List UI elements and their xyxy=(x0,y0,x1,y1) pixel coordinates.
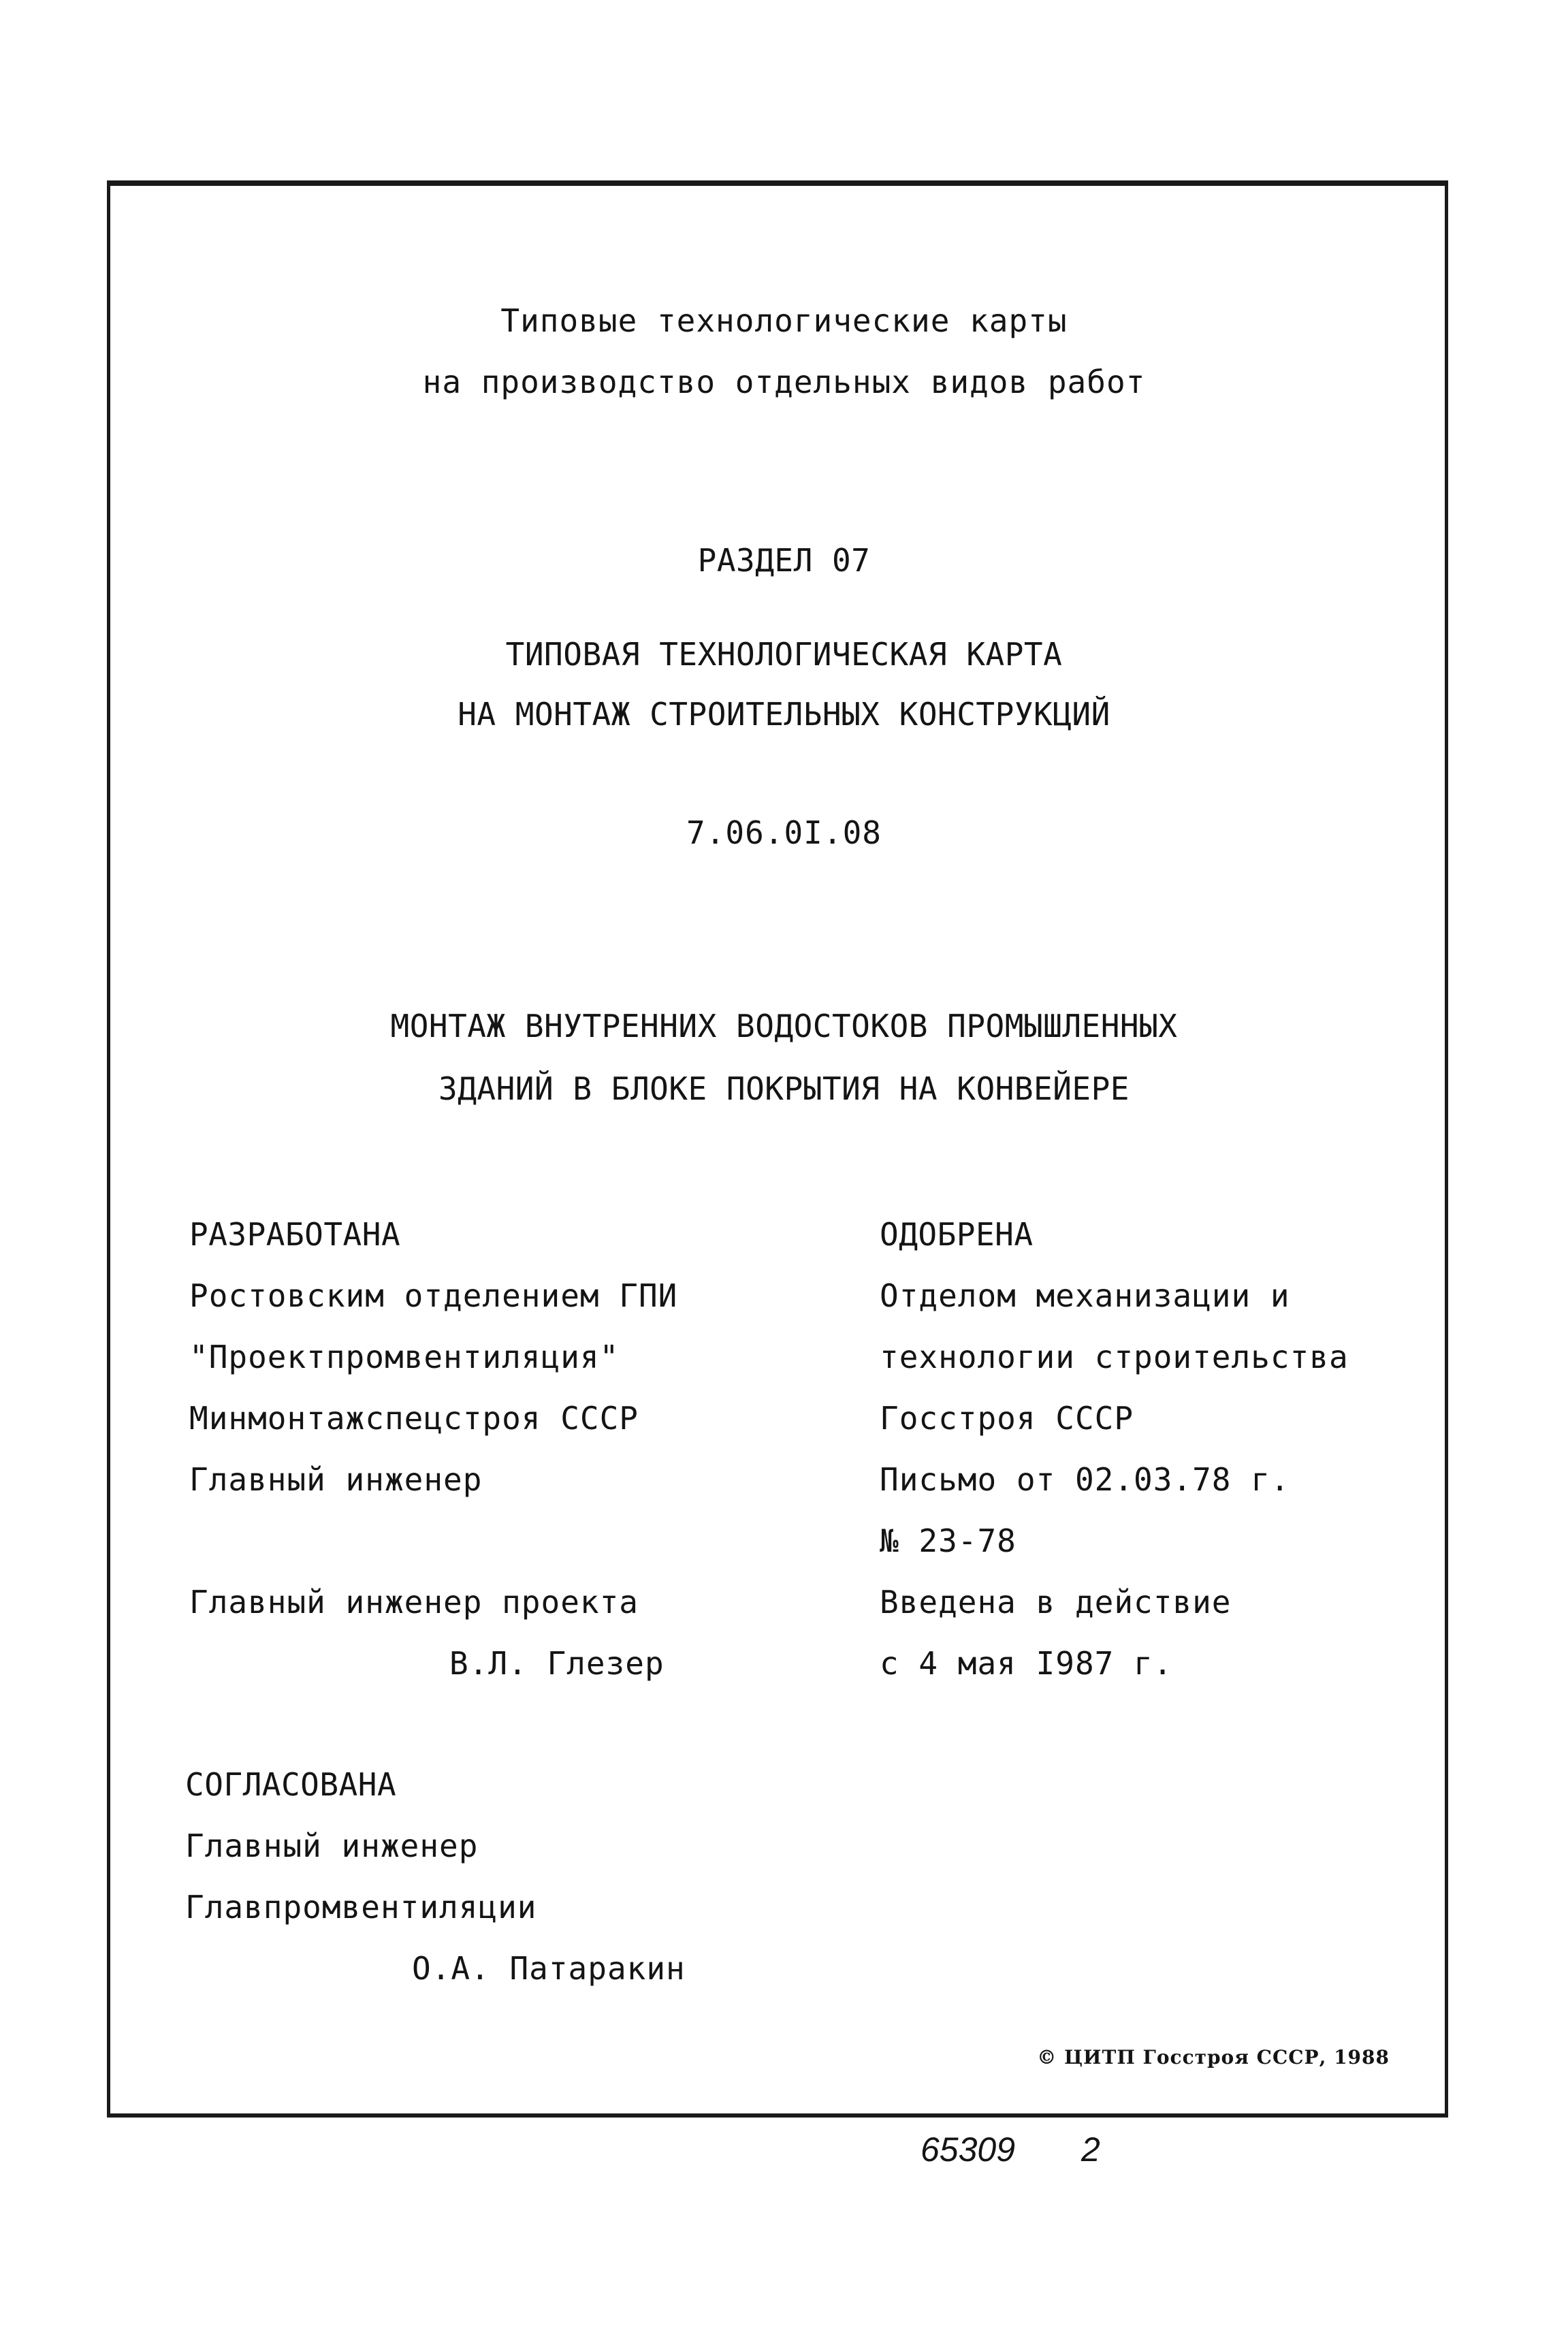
document-code: 7.06.0I.08 xyxy=(686,814,882,851)
page-number: 2 xyxy=(1081,2130,1100,2169)
developed-line: Минмонтажспецстроя СССР xyxy=(189,1400,639,1437)
approved-line: Отделом механизации и xyxy=(880,1277,1290,1314)
header-line-2: на производство отдельных видов работ xyxy=(422,364,1146,400)
approved-line: Госстроя СССР xyxy=(880,1400,1134,1437)
agreed-heading: СОГЛАСОВАНА xyxy=(185,1766,397,1803)
subject-line-2: ЗДАНИЙ В БЛОКЕ ПОКРЫТИЯ НА КОНВЕЙЕРЕ xyxy=(438,1070,1130,1107)
agreed-name: О.А. Патаракин xyxy=(412,1950,686,1987)
approved-line: Введена в действие xyxy=(880,1584,1232,1620)
approved-line: технологии строительства xyxy=(880,1339,1349,1375)
chief-project-engineer-label: Главный инженер проекта xyxy=(189,1584,639,1620)
developed-line: "Проектпромвентиляция" xyxy=(189,1339,620,1375)
developed-line: Ростовским отделением ГПИ xyxy=(189,1277,678,1314)
copyright-notice: © ЦИТП Госстроя СССР, 1988 xyxy=(1037,2046,1390,2069)
header-line-1: Типовые технологические карты xyxy=(500,302,1068,339)
agreed-line: Главный инженер xyxy=(185,1827,479,1864)
card-title-line-2: НА МОНТАЖ СТРОИТЕЛЬНЫХ КОНСТРУКЦИЙ xyxy=(458,696,1110,733)
document-number: 65309 xyxy=(921,2130,1016,2169)
approved-heading: ОДОБРЕНА xyxy=(880,1216,1034,1253)
approved-letter-date: Письмо от 02.03.78 г. xyxy=(880,1461,1290,1498)
effective-date: с 4 мая I987 г. xyxy=(880,1645,1173,1682)
card-title-line-1: ТИПОВАЯ ТЕХНОЛОГИЧЕСКАЯ КАРТА xyxy=(505,636,1063,673)
developed-heading: РАЗРАБОТАНА xyxy=(189,1216,401,1253)
approved-letter-number: № 23-78 xyxy=(880,1522,1017,1559)
section-label: РАЗДЕЛ 07 xyxy=(697,542,871,579)
subject-line-1: МОНТАЖ ВНУТРЕННИХ ВОДОСТОКОВ ПРОМЫШЛЕННЫХ xyxy=(390,1008,1178,1044)
chief-project-engineer-name: В.Л. Глезер xyxy=(449,1645,665,1682)
developed-line: Главный инженер xyxy=(189,1461,483,1498)
agreed-line: Главпромвентиляции xyxy=(185,1889,537,1926)
